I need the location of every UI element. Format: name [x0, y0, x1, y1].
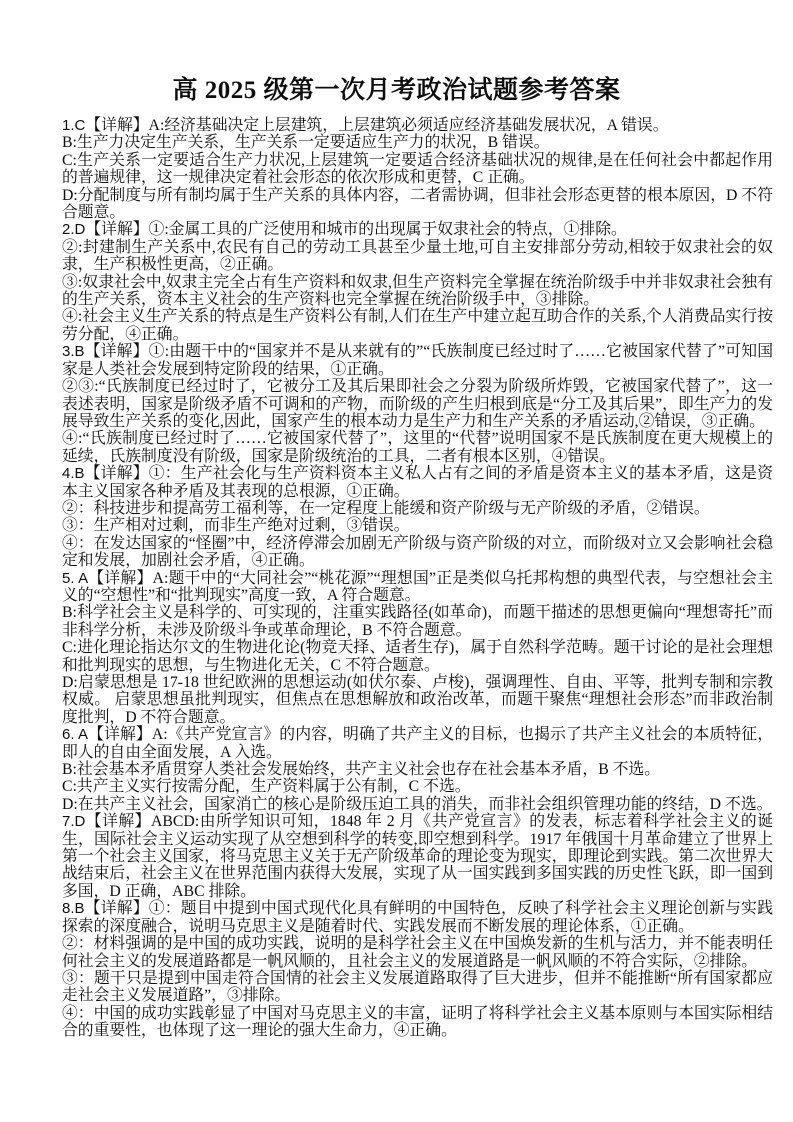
answer-block-1	[62, 117, 773, 221]
answer-label: 6. A	[62, 726, 88, 744]
answer-text: 【详解】①:金属工具的广泛使用和城市的出现属于奴隶社会的特点，①排除。	[85, 221, 627, 239]
answer-paragraph: ③:奴隶社会中,奴隶主完全占有生产资料和奴隶,但生产资料完全掌握在统治阶级手中并非奴隶社会独有的生产关系，资本主义社会的生产资料也完全掌握在统治阶级手中，③排除。	[62, 273, 773, 309]
answer-text: 【详解】A:《共产党宣言》的内容，明确了共产主义的目标，也揭示了共产主义社会的本质特征，即人的自由全面发展，A 入选。	[62, 726, 773, 761]
answer-text: 【详解】①：题目中提到中国式现代化具有鲜明的中国特色，反映了科学社会主义理论创新与实践探索的深度融合，说明马克思主义是随着时代、实践发展而不断发展的理论体系，①正确。	[62, 900, 773, 935]
answer-label: 5. A	[62, 569, 89, 587]
answer-paragraph	[62, 900, 773, 935]
answer-label: 1.C	[62, 117, 86, 134]
answer-paragraph: ④：中国的成功实践彰显了中国对马克思主义的丰富，证明了将科学社会主义基本原则与本国实际相结合的重要性，也体现了这一理论的强大生命力，④正确。	[62, 1004, 773, 1040]
answer-label: 4.B	[62, 465, 85, 483]
answer-text: 【详解】A:题干中的“大同社会”“桃花源”“理想国”正是类似乌托邦构想的典型代表，与空想社会主义的“空想性”和“批判现实”高度一致，A 符合题意。	[62, 569, 773, 604]
answer-paragraph: ③：生产相对过剩，而非生产绝对过剩，③错误。	[62, 517, 410, 535]
answer-block-5	[62, 570, 773, 727]
answer-label: 2.D	[62, 221, 86, 239]
answers-section	[62, 117, 773, 1040]
answer-paragraph: ②:封建制生产关系中,农民有自己的劳动工具甚至少量土地,可自主安排部分劳动,相较于奴隶社会的奴隶，生产积极性更高，②正确。	[62, 238, 773, 274]
answer-paragraph: ④:社会主义生产关系的特点是生产资料公有制,人们在生产中建立起互助合作的关系,个人消费品实行按劳分配，④正确。	[62, 308, 773, 343]
answer-paragraph: D:启蒙思想是 17-18 世纪欧洲的思想运动(如伏尔泰、卢梭)，强调理性、自由、平等，批判专制和宗教权威。 启蒙思想虽批判现实，但焦点在思想解放和政治改革，而题干聚焦“理想社会形态”而非政治制度批判，D 不符合题意。	[62, 674, 773, 726]
answer-paragraph	[62, 813, 773, 900]
answer-block-7	[62, 813, 773, 900]
answer-paragraph	[62, 570, 773, 605]
answer-paragraph	[62, 465, 773, 500]
answer-block-8	[62, 900, 773, 1039]
answer-paragraph: B:科学社会主义是科学的、可实现的，注重实践路径(如革命)，而题干描述的思想更偏向“理想寄托”而非科学分析，未涉及阶级斗争或革命理论，B 不符合题意。	[62, 604, 773, 639]
answer-block-4	[62, 465, 773, 569]
answer-block-3	[62, 343, 773, 465]
answer-paragraph: C:生产关系一定要适合生产力状况,上层建筑一定要适合经济基础状况的规律,是在任何社会中都起作用的普遍规律，这一规律决定着社会形态的依次形成和更替，C 正确。	[62, 151, 773, 187]
answer-text: 【详解】ABCD:由所学知识可知，1848 年 2 月《共产党宣言》的发表，标志着科学社会主义的诞生，国际社会主义运动实现了从空想到科学的转变,即空想到科学。1917 年俄国十月革命建立了世界上第一个社会主义国家，将马克思主义关于无产阶级革命的理论变为现实，即理论到实践。第二次世界大战结束后，社会主义在世界范围内获得大发展，实现了从一国实践到多国实践的历史性飞跃，即一国到多国，D 正确，ABC 排除。	[62, 813, 773, 900]
page-title: 高 2025 级第一次月考政治试题参考答案	[172, 77, 621, 104]
answer-paragraph: ④:“氏族制度已经过时了……它被国家代替了”，这里的“代替”说明国家不是氏族制度在更大规模上的延续，氏族制度没有阶级，国家是阶级统治的工具，二者有根本区别，④错误。	[62, 430, 773, 465]
answer-paragraph: B:生产力决定生产关系，生产关系一定要适应生产力的状况，B 错误。	[62, 134, 550, 152]
answer-paragraph: ④：在发达国家的“怪圈”中，经济停滞会加剧无产阶级与资产阶级的对立，而阶级对立又会影响社会稳定和发展，加剧社会矛盾，④正确。	[62, 534, 773, 570]
answer-label: 8.B	[62, 900, 85, 918]
answer-text: 【详解】A:经济基础决定上层建筑，上层建筑必须适应经济基础发展状况，A 错误。	[85, 117, 669, 134]
answer-block-2	[62, 221, 773, 343]
answer-label: 3.B	[62, 343, 85, 361]
answer-paragraph: ③：题干只是提到中国走符合国情的社会主义发展道路取得了巨大进步，但并不能推断“所有国家都应走社会主义发展道路”，③排除。	[62, 969, 773, 1005]
answer-paragraph: C:进化理论指达尔文的生物进化论(物竞天择、适者生存)，属于自然科学范畴。题干讨论的是社会理想和批判现实的思想，与生物进化无关，C 不符合题意。	[62, 639, 773, 674]
answer-paragraph: D:在共产主义社会，国家消亡的核心是阶级压迫工具的消失，而非社会组织管理功能的终结，D 不选。	[62, 795, 773, 813]
answer-paragraph: ②：科技进步和提高劳工福利等，在一定程度上能缓和资产阶级与无产阶级的矛盾，②错误。	[62, 499, 710, 517]
answer-paragraph: ②：材料强调的是中国的成功实践，说明的是科学社会主义在中国焕发新的生机与活力，并不能表明任何社会主义的发展道路都是一帆风顺的，且社会主义的发展道路是一帆风顺的不符合实际，②排除。	[62, 935, 773, 970]
answer-paragraph	[62, 343, 773, 378]
answer-paragraph: ②③:“氏族制度已经过时了，它被分工及其后果即社会之分裂为阶级所炸毁，它被国家代替了”，这一表述表明，国家是阶级矛盾不可调和的产物，而阶级的产生归根到底是“分工及其后果”，即生产力的发展导致生产关系的变化,因此，国家产生的根本动力是生产力和生产关系的矛盾运动,②错误，③正确。	[62, 378, 773, 430]
answer-label: 7.D	[62, 813, 86, 831]
answer-paragraph: B:社会基本矛盾贯穿人类社会发展始终，共产主义社会也存在社会基本矛盾，B 不选。	[62, 761, 661, 779]
answer-paragraph	[62, 117, 773, 134]
answer-text: 【详解】①：生产社会化与生产资料资本主义私人占有之间的矛盾是资本主义的基本矛盾，这是资本主义国家各种矛盾及其表现的总根源，①正确。	[62, 465, 773, 500]
answer-paragraph	[62, 221, 773, 238]
answer-block-6	[62, 726, 773, 813]
answer-paragraph: D:分配制度与所有制均属于生产关系的具体内容，二者需协调，但非社会形态更替的根本原因，D 不符合题意。	[62, 186, 773, 222]
answer-paragraph: C:共产主义实行按需分配，生产资料属于公有制，C 不选。	[62, 778, 471, 796]
answer-paragraph	[62, 726, 773, 761]
answer-text: 【详解】①:由题干中的“国家并不是从来就有的”“氏族制度已经过时了……它被国家代替了”可知国家是人类社会发展到特定阶段的结果，①正确。	[62, 343, 773, 378]
